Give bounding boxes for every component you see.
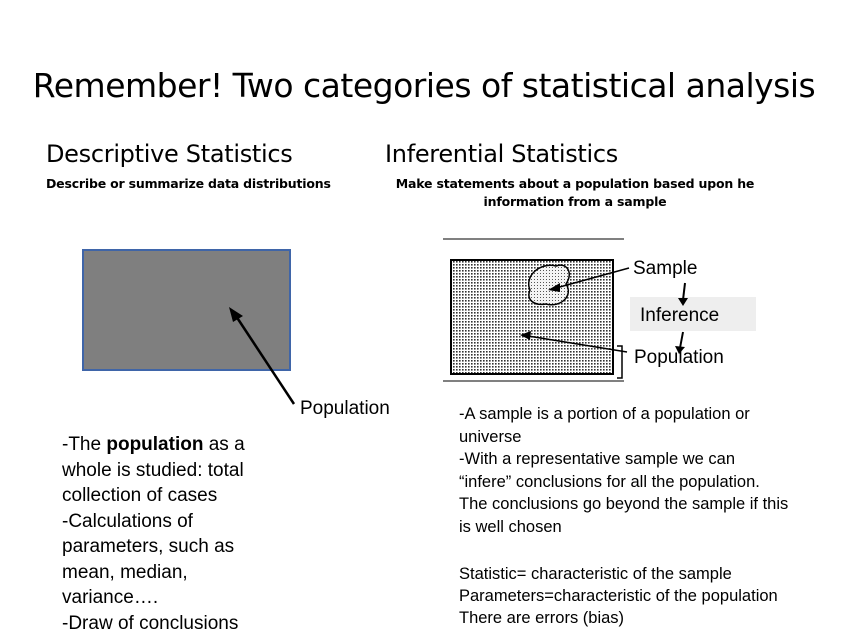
inference-arrow-top <box>683 283 685 300</box>
inferential-subtitle-line1: Make statements about a population based upon he <box>395 176 755 191</box>
inference-label: Inference <box>640 305 720 326</box>
descriptive-body-line3: collection of cases <box>62 485 218 506</box>
inferential-population-label: Population <box>634 347 724 368</box>
inference-arrow-bottom <box>680 332 683 348</box>
sample-blob <box>529 265 570 305</box>
sample-label: Sample <box>633 258 698 279</box>
body-line1-prefix: -The <box>62 434 107 455</box>
slide-title: Remember! Two categories of statistical analysis <box>32 66 816 105</box>
descriptive-population-label: Population <box>300 398 390 419</box>
inferential-definitions <box>459 563 844 629</box>
inferential-body-line4: “infere” conclusions for all the population. <box>459 472 760 491</box>
descriptive-body <box>62 432 302 636</box>
descriptive-body-line5: parameters, such as <box>62 536 235 557</box>
descriptive-subtitle: Describe or summarize data distributions <box>46 176 331 191</box>
descriptive-body-line7: variance…. <box>62 587 159 608</box>
inferential-body-line3: -With a representative sample we can <box>459 450 736 468</box>
inferential-body-line5: The conclusions go beyond the sample if this <box>459 495 789 513</box>
inferential-body-line2: universe <box>459 427 522 446</box>
descriptive-body-line8: -Draw of conclusions <box>62 612 239 634</box>
body-line1-bold: population <box>106 434 204 455</box>
inferential-body <box>459 403 844 538</box>
inferential-subtitle-line2: information from a sample <box>483 194 667 209</box>
descriptive-heading: Descriptive Statistics <box>46 140 293 168</box>
inferential-heading: Inferential Statistics <box>385 140 619 168</box>
descriptive-body-line1 <box>62 432 302 458</box>
descriptive-body-line6: mean, median, <box>62 561 188 583</box>
inferential-body-line1: -A sample is a portion of a population or <box>459 405 750 423</box>
inferential-body-line9: There are errors (bias) <box>459 609 625 627</box>
descriptive-body-line2: whole is studied: total <box>62 459 244 481</box>
body-line1-suffix: as a <box>203 434 245 455</box>
inferential-body-line7: Statistic= characteristic of the sample <box>459 565 732 583</box>
descriptive-body-line4: -Calculations of <box>62 510 193 532</box>
inferential-body-line6: is well chosen <box>459 517 562 536</box>
inferential-body-line8: Parameters=characteristic of the population <box>459 587 778 605</box>
